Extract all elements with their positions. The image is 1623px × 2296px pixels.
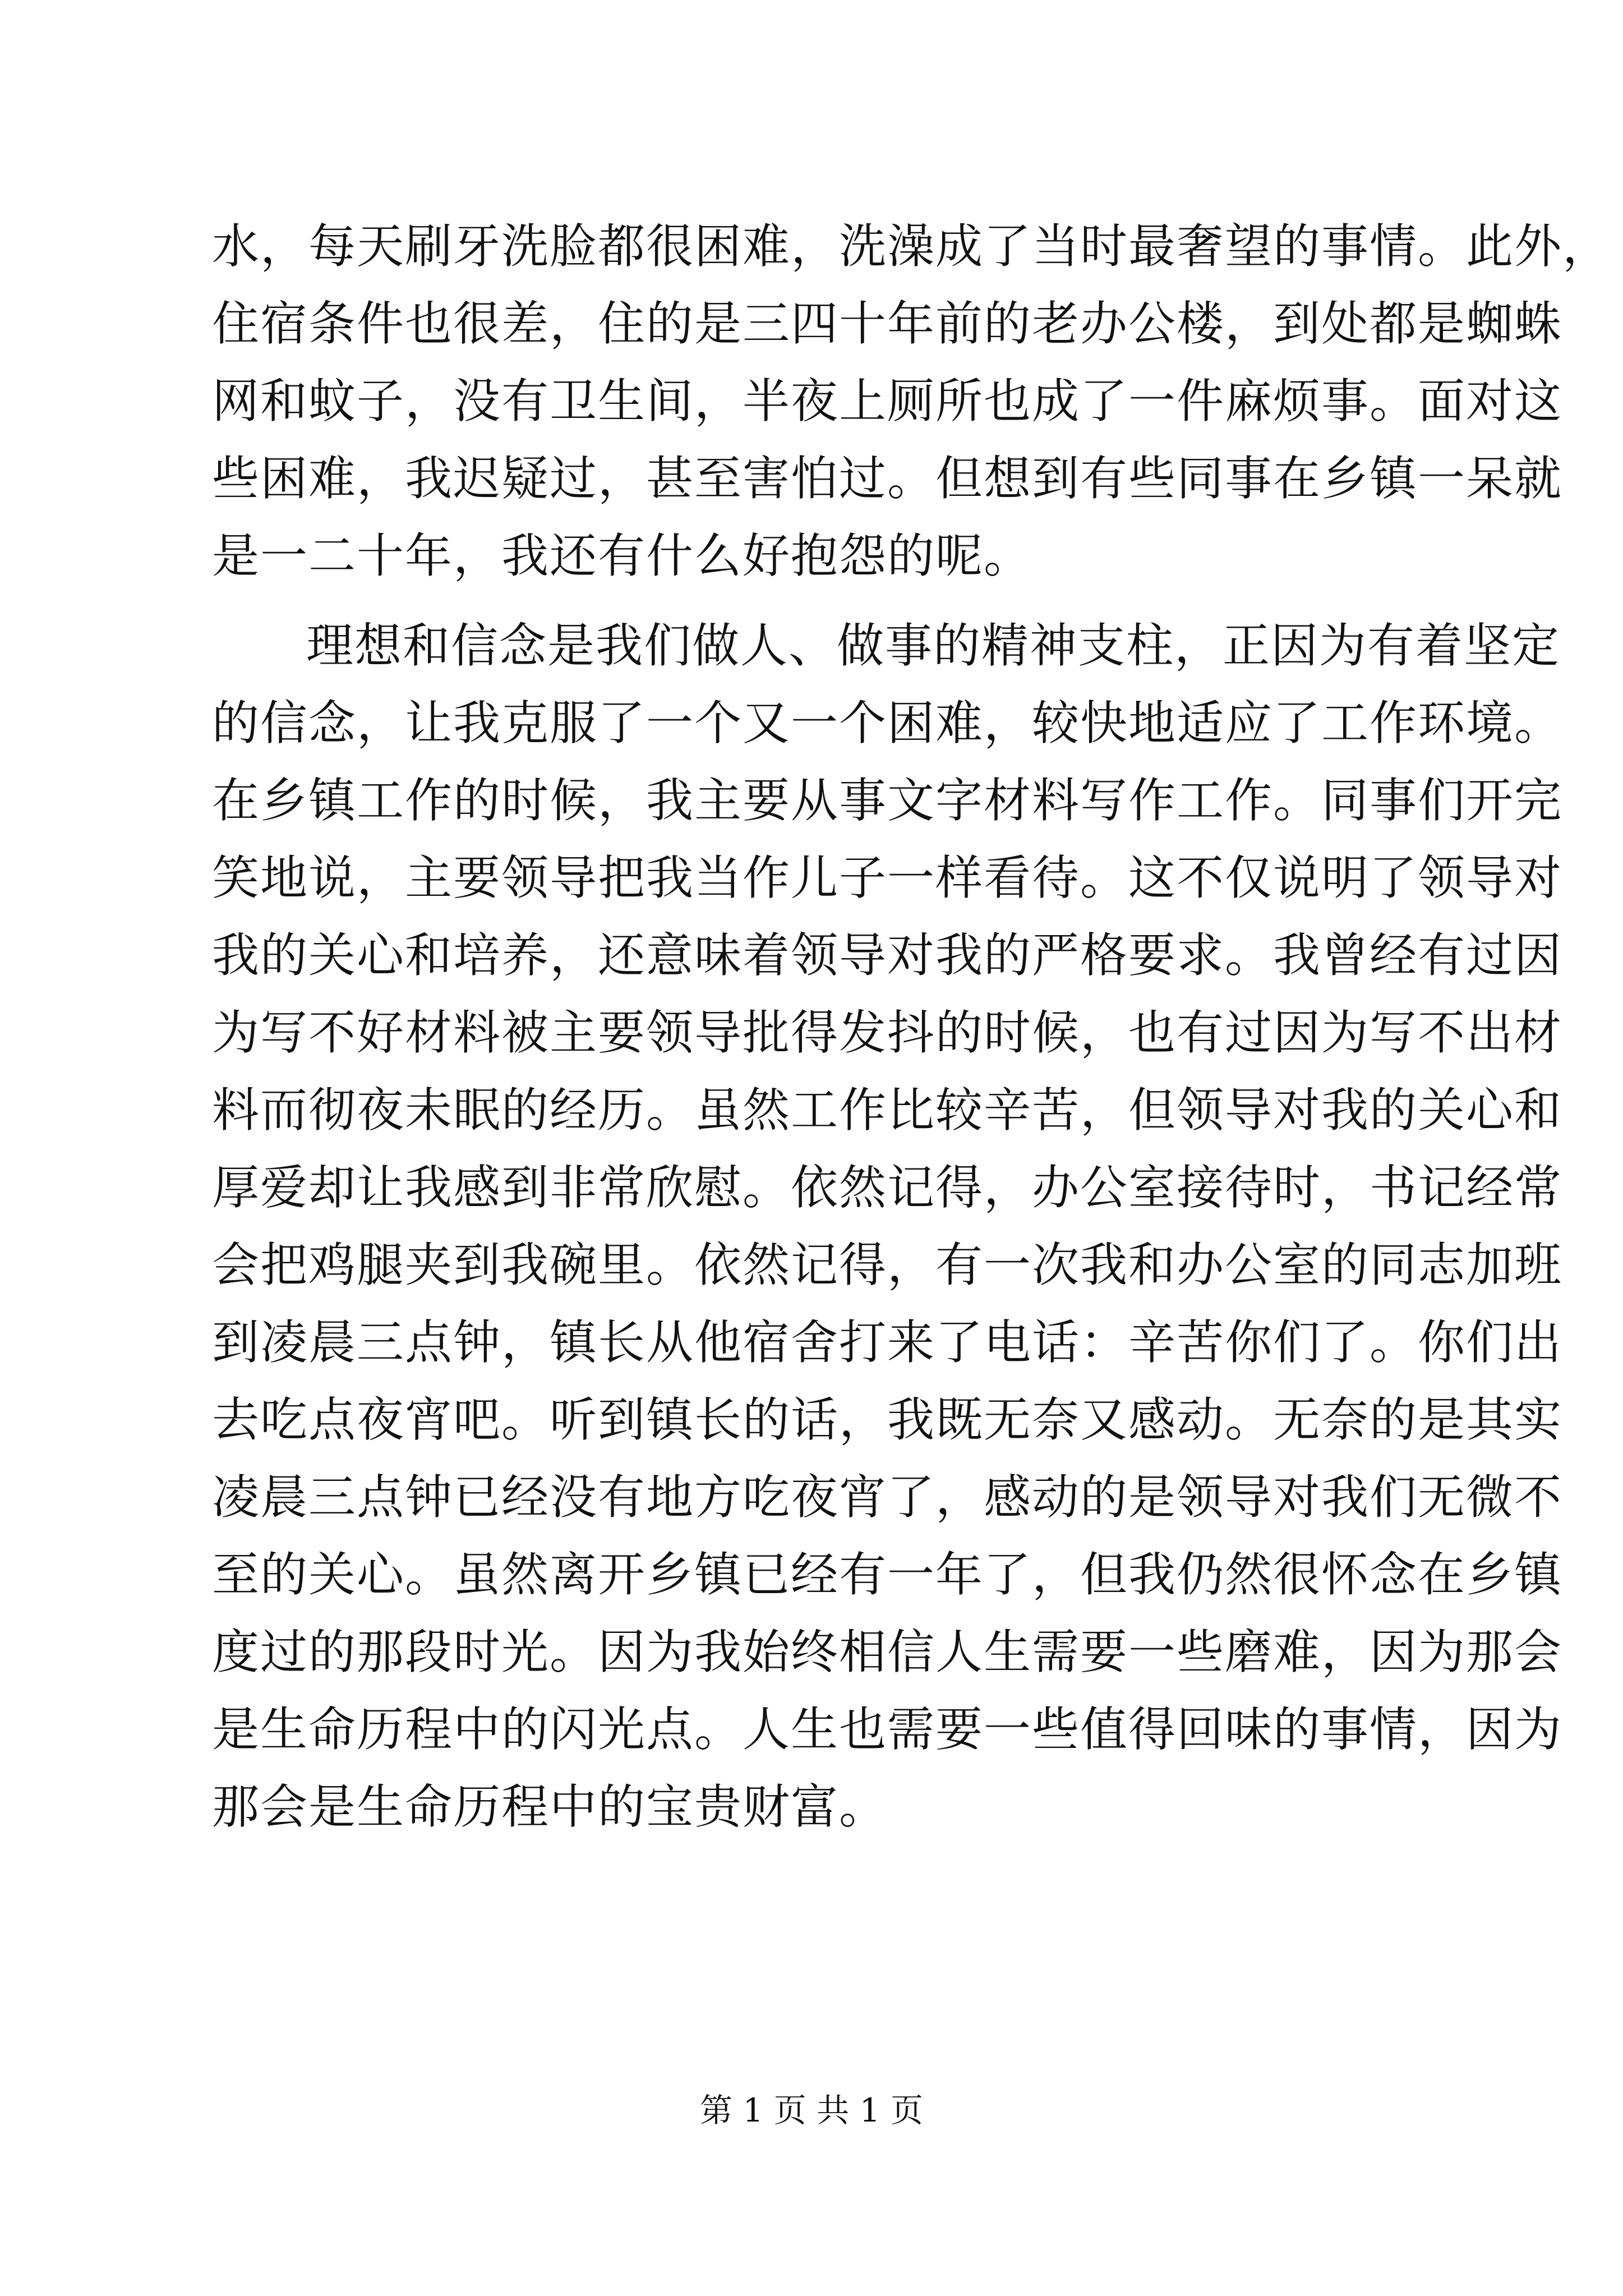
text-line: 至的关心。虽然离开乡镇已经有一年了，但我仍然很怀念在乡镇 — [212, 1547, 1563, 1602]
text-line: 为写不好材料被主要领导批得发抖的时候，也有过因为写不出材 — [212, 1005, 1563, 1060]
text-line: 水，每天刷牙洗脸都很困难，洗澡成了当时最奢望的事情。此外， — [212, 219, 1611, 274]
text-line: 我的关心和培养，还意味着领导对我的严格要求。我曾经有过因 — [212, 928, 1563, 983]
text-line: 凌晨三点钟已经没有地方吃夜宵了，感动的是领导对我们无微不 — [212, 1470, 1563, 1525]
text-line: 料而彻夜未眠的经历。虽然工作比较辛苦，但领导对我的关心和 — [212, 1083, 1563, 1138]
text-line: 的信念，让我克服了一个又一个困难，较快地适应了工作环境。 — [212, 696, 1563, 751]
text-line: 笑地说，主要领导把我当作儿子一样看待。这不仅说明了领导对 — [212, 850, 1563, 905]
text-line: 住宿条件也很差，住的是三四十年前的老办公楼，到处都是蜘蛛 — [212, 296, 1563, 351]
page-number-footer: 第 1 页 共 1 页 — [700, 2091, 923, 2129]
text-line: 理想和信念是我们做人、做事的精神支柱，正因为有着坚定 — [306, 618, 1561, 673]
text-line: 是一二十年，我还有什么好抱怨的呢。 — [212, 528, 1032, 583]
paragraph — [212, 607, 1563, 1846]
text-line: 厚爱却让我感到非常欣慰。依然记得，办公室接待时，书记经常 — [212, 1160, 1563, 1215]
text-line: 会把鸡腿夹到我碗里。依然记得，有一次我和办公室的同志加班 — [212, 1237, 1563, 1292]
document-body — [212, 208, 1611, 1846]
text-line: 些困难，我迟疑过，甚至害怕过。但想到有些同事在乡镇一呆就 — [212, 451, 1563, 506]
text-line: 去吃点夜宵吧。听到镇长的话，我既无奈又感动。无奈的是其实 — [212, 1392, 1563, 1447]
text-line: 度过的那段时光。因为我始终相信人生需要一些磨难，因为那会 — [212, 1625, 1563, 1680]
text-line: 那会是生命历程中的宝贵财富。 — [212, 1779, 888, 1834]
text-line: 到凌晨三点钟，镇长从他宿舍打来了电话：辛苦你们了。你们出 — [212, 1315, 1563, 1370]
paragraph — [212, 208, 1611, 595]
text-line: 在乡镇工作的时候，我主要从事文字材料写作工作。同事们开完 — [212, 773, 1563, 828]
text-line: 是生命历程中的闪光点。人生也需要一些值得回味的事情，因为 — [212, 1702, 1563, 1757]
text-line: 网和蚊子，没有卫生间，半夜上厕所也成了一件麻烦事。面对这 — [212, 374, 1563, 429]
